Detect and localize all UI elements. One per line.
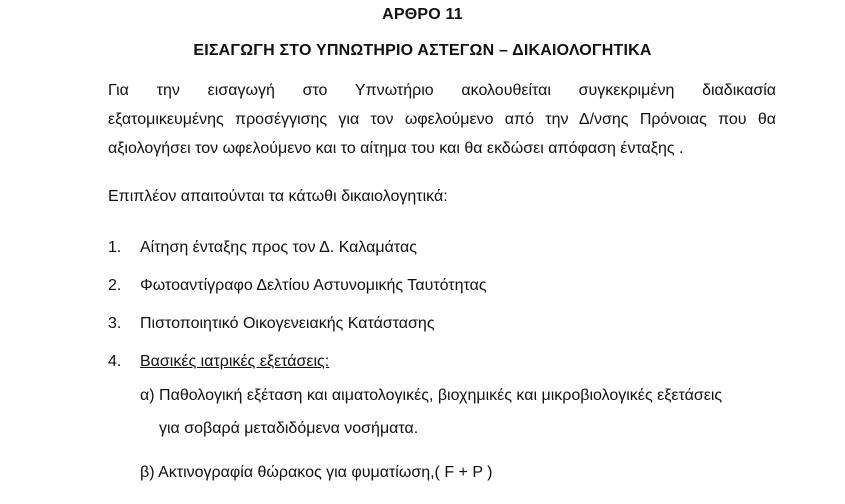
- list-item-number: 1.: [108, 239, 122, 256]
- intro-line-2: εξατομικευμένης προσέγγισης για τον ωφελούμενο από την Δ/νσης Πρόνοιας που θα: [108, 111, 776, 128]
- intro-paragraph: [108, 76, 776, 163]
- list-item-number: 2.: [108, 277, 122, 294]
- article-number: ΑΡΘΡΟ 11: [382, 6, 463, 23]
- subitem-b: β) Ακτινογραφία θώρακος για φυματίωση,( F + P ): [140, 464, 493, 481]
- list-item: [108, 353, 329, 371]
- list-item-text: Πιστοποιητικό Οικογενειακής Κατάστασης: [140, 315, 435, 332]
- intro-line-3: αξιολογήσει τον ωφελούμενο και το αίτημα του και θα εκδώσει απόφαση ένταξης .: [108, 140, 684, 157]
- intro-line-1: Για την εισαγωγή στο Υπνωτήριο ακολουθείται συγκεκριμένη διαδικασία: [108, 82, 776, 99]
- subitem-a-line-1: α) Παθολογική εξέταση και αιματολογικές, βιοχημικές και μικροβιολογικές εξετάσεις: [140, 387, 723, 404]
- list-item-text: Βασικές ιατρικές εξετάσεις:: [140, 353, 330, 370]
- documents-intro: Επιπλέον απαιτούνται τα κάτωθι δικαιολογητικά:: [108, 188, 448, 205]
- article-title: ΕΙΣΑΓΩΓΗ ΣΤΟ ΥΠΝΩΤΗΡΙΟ ΑΣΤΕΓΩΝ – ΔΙΚΑΙΟΛΟΓΗΤΙΚΑ: [193, 42, 652, 59]
- list-item: [108, 239, 417, 257]
- list-item: [108, 315, 435, 333]
- list-item-text: Αίτηση ένταξης προς τον Δ. Καλαμάτας: [140, 239, 417, 256]
- subitem-a-line-2: για σοβαρά μεταδιδόμενα νοσήματα.: [159, 420, 419, 437]
- list-item-number: 4.: [108, 353, 122, 370]
- list-item-number: 3.: [108, 315, 122, 332]
- list-item: [108, 277, 487, 295]
- list-item-text: Φωτοαντίγραφο Δελτίου Αστυνομικής Ταυτότητας: [140, 277, 487, 294]
